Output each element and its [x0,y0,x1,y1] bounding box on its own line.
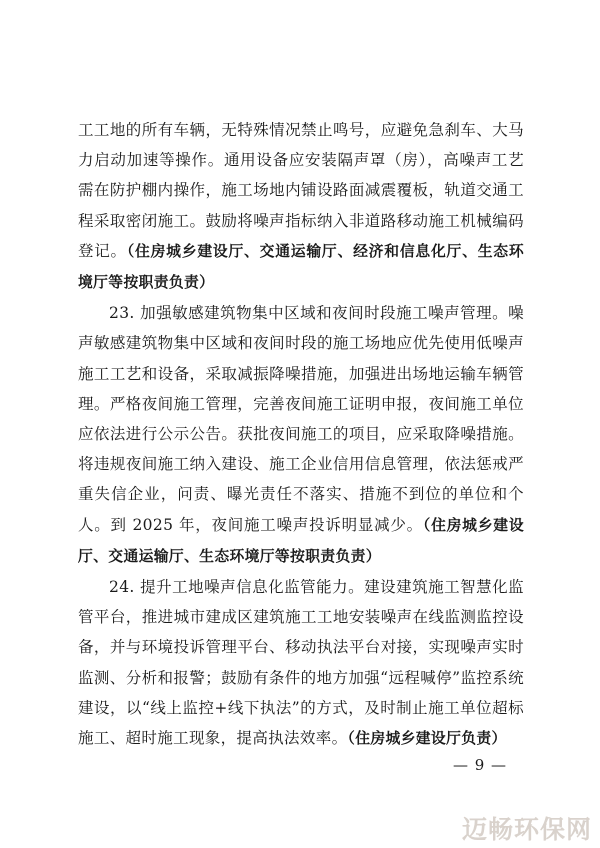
paragraph-text: 24. 提升工地噪声信息化监管能力。建设建筑施工智慧化监管平台，推进城市建成区建筑施工工地安装噪声在线监测监控设备，并与环境投诉管理平台、移动执法平台对接，实现噪声实时监测、分析和报警；鼓励有条件的地方加强“远程喊停”监控系统建设，以“线上监控+线下执法”的方式，及时制止施工单位超标施工、超时施工现象，提高执法效率。 [78,578,524,748]
document-body [78,115,524,754]
paragraph-item-24 [78,572,524,754]
responsible-departments: （住房城乡建设厅、交通运输厅、生态环境厅等按职责负责） [78,516,524,565]
paragraph-continuation [78,115,524,298]
paragraph-item-23 [78,298,524,572]
responsible-departments: （住房城乡建设厅负责） [347,730,507,748]
paragraph-text: 工工地的所有车辆，无特殊情况禁止鸣号，应避免急刹车、大马力启动加速等操作。通用设备应安装隔声罩（房），高噪声工艺需在防护棚内操作，施工场地内铺设路面减震覆板，轨道交通工程采取密闭施工。鼓励将噪声指标纳入非道路移动施工机械编码登记。 [78,121,524,260]
responsible-departments: （住房城乡建设厅、交通运输厅、经济和信息化厅、生态环境厅等按职责负责） [78,242,524,292]
page-number: — 9 — [452,756,508,774]
site-watermark: 迈畅环保网 [461,815,592,844]
paragraph-text: 23. 加强敏感建筑物集中区域和夜间时段施工噪声管理。噪声敏感建筑物集中区域和夜间时段的施工场地应优先使用低噪声施工工艺和设备，采取减振降噪措施，加强进出场地运输车辆管理。严格夜间施工管理，完善夜间施工证明申报，夜间施工单位应依法进行公示公告。获批夜间施工的项目，应采取降噪措施。将违规夜间施工纳入建设、施工企业信用信息管理，依法惩戒严重失信企业，问责、曝光责任不落实、措施不到位的单位和个人。到 2025 年，夜间施工噪声投诉明显减少。 [78,304,524,534]
